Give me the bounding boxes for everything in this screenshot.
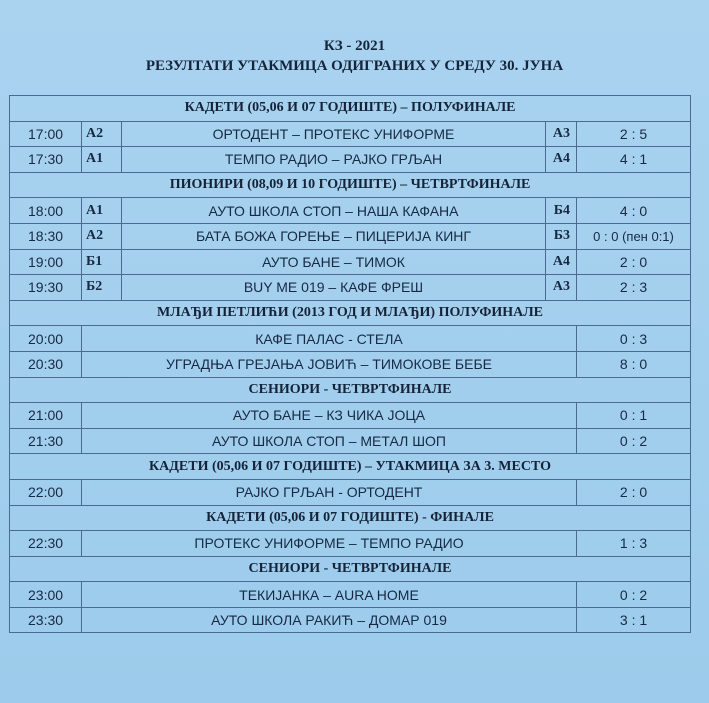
match-row [10, 121, 691, 147]
match-score: 0 : 0 (пен 0:1) [577, 223, 691, 249]
match-teams: УГРАДЊА ГРЕЈАЊА ЈОВИЋ – ТИМОКОВЕ БЕБЕ [82, 351, 577, 377]
category-header: КАДЕТИ (05,06 И 07 ГОДИШТЕ) – ПОЛУФИНАЛЕ [10, 96, 691, 122]
match-row [10, 198, 691, 224]
match-score: 2 : 0 [577, 479, 691, 505]
match-row [10, 223, 691, 249]
match-row [10, 351, 691, 377]
match-time: 21:30 [10, 428, 82, 454]
match-time: 21:00 [10, 403, 82, 429]
document-subtitle: РЕЗУЛТАТИ УТАКМИЦА ОДИГРАНИХ У СРЕДУ 30. ЈУНА [145, 58, 564, 74]
category-header: СЕНИОРИ - ЧЕТВРТФИНАЛЕ [10, 556, 691, 582]
team1-group-code: Б1 [82, 249, 122, 275]
match-row [10, 582, 691, 608]
team2-group-code: Б4 [546, 198, 577, 224]
match-score: 0 : 1 [577, 403, 691, 429]
match-score: 8 : 0 [577, 351, 691, 377]
match-score: 2 : 5 [577, 121, 691, 147]
match-score: 2 : 3 [577, 275, 691, 301]
match-score: 0 : 2 [577, 428, 691, 454]
team1-group-code: А2 [82, 223, 122, 249]
match-teams: РАЈКО ГРЉАН - ОРТОДЕНТ [82, 479, 577, 505]
match-teams: АУТО БАНЕ – ТИМОК [122, 249, 546, 275]
category-header-row [10, 96, 691, 122]
category-header: СЕНИОРИ - ЧЕТВРТФИНАЛЕ [10, 377, 691, 403]
match-time: 17:00 [10, 121, 82, 147]
match-score: 4 : 0 [577, 198, 691, 224]
match-row [10, 275, 691, 301]
match-row [10, 249, 691, 275]
match-teams: ПРОТЕКС УНИФОРМЕ – ТЕМПО РАДИО [82, 531, 577, 557]
match-time: 22:00 [10, 479, 82, 505]
match-time: 23:00 [10, 582, 82, 608]
match-teams: ТЕКИЈАНКА – AURA HOME [82, 582, 577, 608]
match-teams: АУТО ШКОЛА СТОП – НАША КАФАНА [122, 198, 546, 224]
category-header-row [10, 377, 691, 403]
category-header: КАДЕТИ (05,06 И 07 ГОДИШТЕ) – УТАКМИЦА ЗА 3. МЕСТО [10, 454, 691, 480]
team2-group-code: Б3 [546, 223, 577, 249]
match-teams: АУТО ШКОЛА СТОП – МЕТАЛ ШОП [82, 428, 577, 454]
match-time: 18:30 [10, 223, 82, 249]
document-title: КЗ - 2021 [323, 38, 386, 54]
match-time: 23:30 [10, 607, 82, 633]
match-row [10, 403, 691, 429]
match-teams: BUY ME 019 – КАФЕ ФРЕШ [122, 275, 546, 301]
match-score: 0 : 2 [577, 582, 691, 608]
match-score: 1 : 3 [577, 531, 691, 557]
team2-group-code: А4 [546, 147, 577, 173]
match-teams: ОРТОДЕНТ – ПРОТЕКС УНИФОРМЕ [122, 121, 546, 147]
match-time: 19:30 [10, 275, 82, 301]
match-time: 19:00 [10, 249, 82, 275]
match-row [10, 531, 691, 557]
match-teams: ТЕМПО РАДИО – РАЈКО ГРЉАН [122, 147, 546, 173]
match-score: 2 : 0 [577, 249, 691, 275]
match-row [10, 326, 691, 352]
match-row [10, 147, 691, 173]
team1-group-code: Б2 [82, 275, 122, 301]
match-row [10, 479, 691, 505]
category-header-row [10, 556, 691, 582]
results-table [9, 95, 691, 633]
match-row [10, 428, 691, 454]
match-time: 17:30 [10, 147, 82, 173]
category-header-row [10, 300, 691, 326]
match-teams: АУТО БАНЕ – КЗ ЧИКА ЈОЦА [82, 403, 577, 429]
match-time: 20:30 [10, 351, 82, 377]
match-teams: БАТА БОЖА ГОРЕЊЕ – ПИЦЕРИЈА КИНГ [122, 223, 546, 249]
category-header: КАДЕТИ (05,06 И 07 ГОДИШТЕ) - ФИНАЛЕ [10, 505, 691, 531]
category-header: МЛАЂИ ПЕТЛИЋИ (2013 ГОД И МЛАЂИ) ПОЛУФИНАЛЕ [10, 300, 691, 326]
match-score: 3 : 1 [577, 607, 691, 633]
category-header-row [10, 172, 691, 198]
category-header-row [10, 454, 691, 480]
team2-group-code: А3 [546, 121, 577, 147]
match-time: 20:00 [10, 326, 82, 352]
category-header-row [10, 505, 691, 531]
match-score: 0 : 3 [577, 326, 691, 352]
team1-group-code: А1 [82, 198, 122, 224]
match-time: 18:00 [10, 198, 82, 224]
category-header: ПИОНИРИ (08,09 И 10 ГОДИШТЕ) – ЧЕТВРТФИНАЛЕ [10, 172, 691, 198]
match-teams: АУТО ШКОЛА РАКИЋ – ДОМАР 019 [82, 607, 577, 633]
team2-group-code: А4 [546, 249, 577, 275]
match-score: 4 : 1 [577, 147, 691, 173]
match-time: 22:30 [10, 531, 82, 557]
team2-group-code: А3 [546, 275, 577, 301]
match-teams: КАФЕ ПАЛАС - СТЕЛА [82, 326, 577, 352]
team1-group-code: А2 [82, 121, 122, 147]
match-row [10, 607, 691, 633]
team1-group-code: А1 [82, 147, 122, 173]
